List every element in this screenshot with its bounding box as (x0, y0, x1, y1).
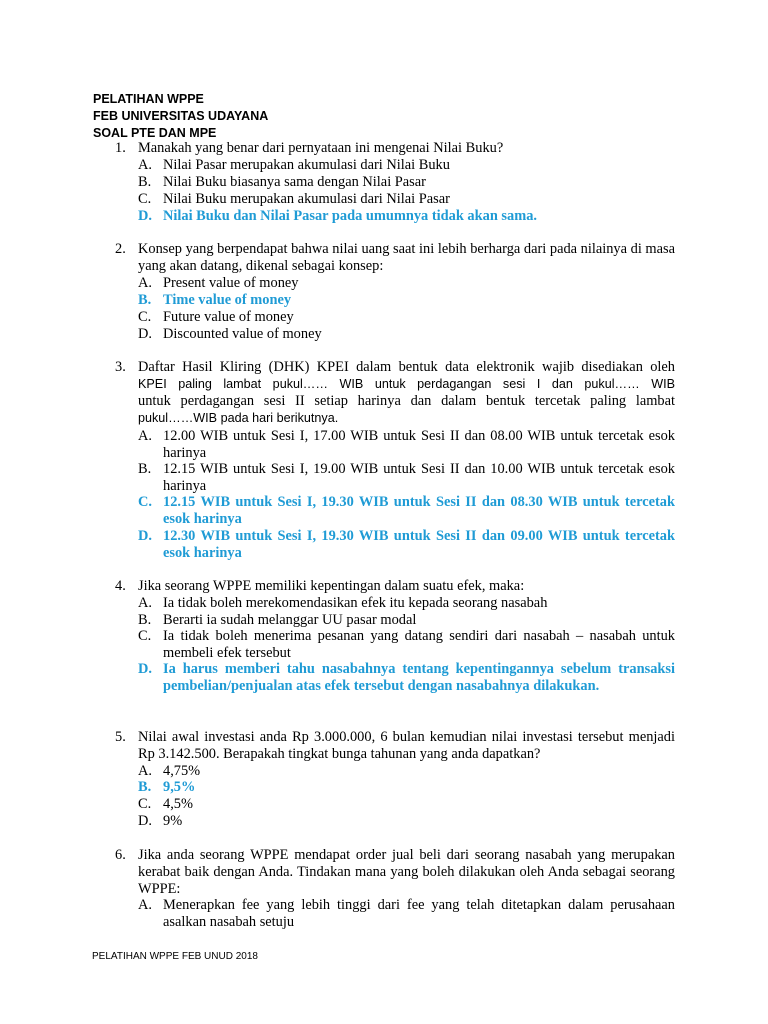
option-text: 12.00 WIB untuk Sesi I, 17.00 WIB untuk Sesi II dan 08.00 WIB untuk tercetak esok harinya (163, 428, 675, 461)
option-text: Time value of money (163, 292, 292, 308)
question-4-option-a (138, 595, 675, 612)
question-4-text: Jika seorang WPPE memiliki kepentingan dalam suatu efek, maka: (138, 578, 525, 594)
option-letter: B. (138, 174, 152, 190)
option-text: 4,5% (163, 796, 193, 812)
question-1-option-b (138, 174, 675, 191)
question-5-option-b-answer (138, 779, 675, 796)
question-5-text: Nilai awal investasi anda Rp 3.000.000, 6 bulan kemudian nilai investasi tersebut menjadi Rp 3.142.500. Berapakah tingkat bunga tahunan yang anda dapatkan? (138, 729, 675, 762)
question-3-text-line-3: untuk perdagangan sesi II setiap harinya dan dalam bentuk tercetak paling lambat (138, 393, 675, 409)
option-letter: D. (138, 326, 152, 342)
question-5-option-c (138, 796, 675, 813)
question-3-option-a (138, 428, 675, 462)
option-text: Future value of money (163, 309, 294, 325)
question-3-option-b (138, 461, 675, 495)
option-letter: D. (138, 661, 152, 677)
option-text: Nilai Buku biasanya sama dengan Nilai Pasar (163, 174, 426, 190)
question-6-text: Jika anda seorang WPPE mendapat order jual beli dari seorang nasabah yang merupakan kerabat baik dengan Anda. Tindakan mana yang boleh dilakukan oleh Anda sebagai seorang WPPE: (138, 847, 675, 897)
question-1-option-a (138, 157, 675, 174)
question-1-text: Manakah yang benar dari pernyataan ini mengenai Nilai Buku? (138, 140, 504, 156)
question-3-number: 3. (115, 359, 126, 375)
option-letter: C. (138, 628, 152, 644)
option-text: Discounted value of money (163, 326, 322, 342)
option-text: 12.30 WIB untuk Sesi I, 19.30 WIB untuk Sesi II dan 09.00 WIB untuk tercetak esok harinya (163, 528, 675, 561)
question-2-option-b-answer (138, 292, 675, 309)
option-letter: D. (138, 528, 152, 544)
option-letter: B. (138, 612, 152, 628)
question-2-option-c (138, 309, 675, 326)
option-letter: A. (138, 763, 152, 779)
option-letter: A. (138, 595, 152, 611)
question-4-option-d-answer (138, 661, 675, 695)
option-letter: B. (138, 461, 152, 477)
question-2-number: 2. (115, 241, 126, 257)
option-text: 4,75% (163, 763, 201, 779)
question-6-option-a (138, 897, 675, 931)
question-5-option-d (138, 813, 675, 830)
option-text: 9,5% (163, 779, 196, 795)
question-6-number: 6. (115, 847, 126, 863)
option-text: Berarti ia sudah melanggar UU pasar modal (163, 612, 417, 628)
question-4-number: 4. (115, 578, 126, 594)
option-letter: C. (138, 309, 152, 325)
question-1-number: 1. (115, 140, 126, 156)
option-letter: D. (138, 813, 152, 829)
question-2-text: Konsep yang berpendapat bahwa nilai uang saat ini lebih berharga dari pada nilainya di masa yang akan datang, dikenal sebagai konsep: (138, 241, 675, 274)
option-letter: A. (138, 157, 152, 173)
question-3-text-line-2: KPEI paling lambat pukul…… WIB untuk perdagangan sesi I dan pukul…… WIB (138, 377, 675, 391)
option-letter: C. (138, 191, 152, 207)
question-4-option-c (138, 628, 675, 662)
option-text: Ia tidak boleh menerima pesanan yang datang sendiri dari nasabah – nasabah untuk membeli efek tersebut (163, 628, 675, 661)
question-3-text-line-4: pukul……WIB pada hari berikutnya. (138, 411, 339, 425)
option-text: Present value of money (163, 275, 299, 291)
option-text: Ia harus memberi tahu nasabahnya tentang kepentingannya sebelum transaksi pembelian/penjualan atas efek tersebut dengan nasabahnya dilakukan. (163, 661, 675, 694)
header-line-3: SOAL PTE DAN MPE (93, 126, 217, 140)
option-letter: B. (138, 292, 152, 308)
option-text: 12.15 WIB untuk Sesi I, 19.30 WIB untuk Sesi II dan 08.30 WIB untuk tercetak esok harinya (163, 494, 675, 527)
option-letter: A. (138, 275, 152, 291)
question-3-option-d-answer (138, 528, 675, 562)
question-1-option-c (138, 191, 675, 208)
option-text: Nilai Pasar merupakan akumulasi dari Nilai Buku (163, 157, 450, 173)
question-2-option-a (138, 275, 675, 292)
question-4-option-b (138, 612, 675, 629)
page-footer: PELATIHAN WPPE FEB UNUD 2018 (92, 951, 258, 962)
option-text: Nilai Buku merupakan akumulasi dari Nilai Pasar (163, 191, 450, 207)
header-line-2: FEB UNIVERSITAS UDAYANA (93, 109, 269, 123)
option-text: 9% (163, 813, 183, 829)
question-3-text-line-1: Daftar Hasil Kliring (DHK) KPEI dalam bentuk data elektronik wajib disediakan oleh (138, 359, 675, 375)
option-text: Ia tidak boleh merekomendasikan efek itu kepada seorang nasabah (163, 595, 548, 611)
option-letter: A. (138, 428, 152, 444)
option-letter: C. (138, 796, 152, 812)
option-text: 12.15 WIB untuk Sesi I, 19.00 WIB untuk Sesi II dan 10.00 WIB untuk tercetak esok harinya (163, 461, 675, 494)
question-5-number: 5. (115, 729, 126, 745)
question-2-option-d (138, 326, 675, 343)
header-line-1: PELATIHAN WPPE (93, 92, 204, 106)
question-3-option-c-answer (138, 494, 675, 528)
question-5-option-a (138, 763, 675, 780)
option-text: Nilai Buku dan Nilai Pasar pada umumnya tidak akan sama. (163, 208, 538, 224)
option-letter: B. (138, 779, 152, 795)
option-letter: A. (138, 897, 152, 913)
question-1-option-d-answer (138, 208, 675, 225)
option-letter: D. (138, 208, 152, 224)
option-letter: C. (138, 494, 152, 510)
option-text: Menerapkan fee yang lebih tinggi dari fee yang telah ditetapkan dalam perusahaan asalkan nasabah setuju (163, 897, 675, 930)
